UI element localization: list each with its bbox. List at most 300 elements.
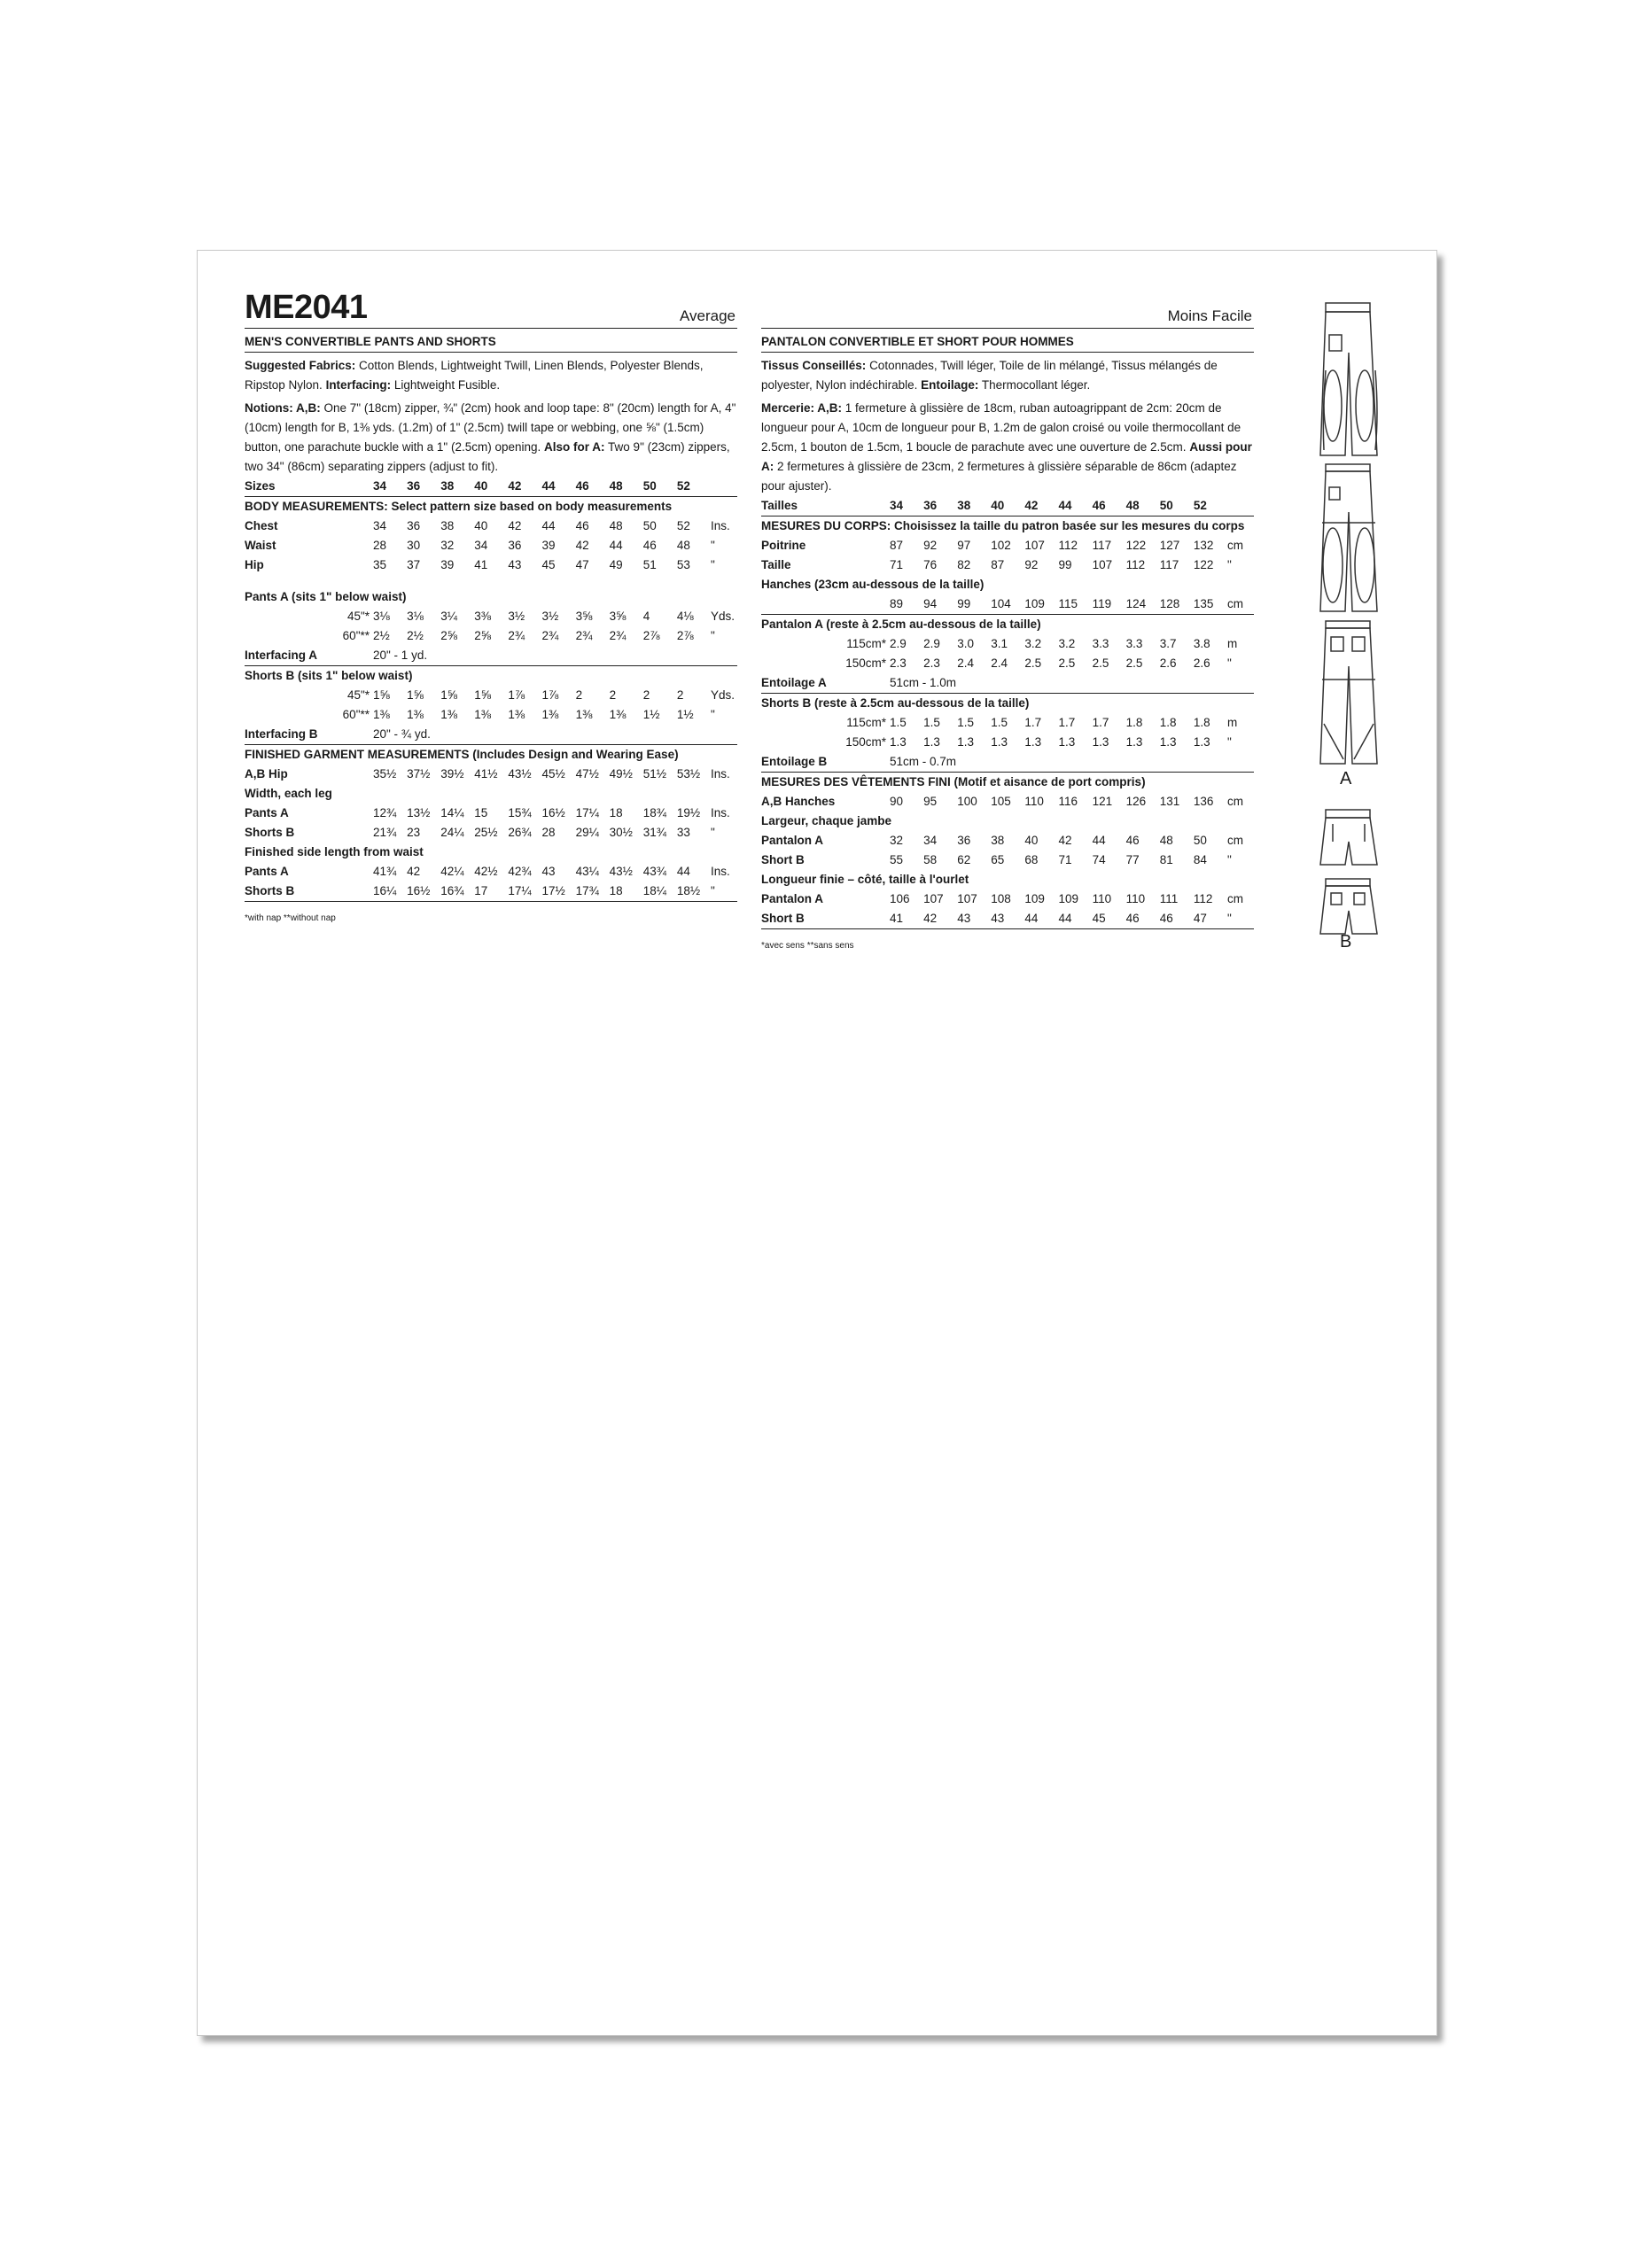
table-cell: MESURES DES VÊTEMENTS FINI (Motif et aisance de port compris) bbox=[761, 775, 1146, 788]
table-row bbox=[761, 870, 1254, 889]
table-cell: 44 bbox=[1024, 909, 1058, 929]
table-cell: 16½ bbox=[407, 882, 440, 902]
pants-a-back-icon bbox=[1313, 461, 1384, 616]
table-cell: 1.5 bbox=[957, 716, 974, 729]
table-cell: 2⅝ bbox=[474, 629, 492, 642]
table-cell: 31¾ bbox=[642, 826, 667, 839]
table-cell: 1.3 bbox=[923, 735, 940, 749]
table-cell: Largeur, chaque jambe bbox=[761, 814, 892, 827]
table-cell: 2.6 bbox=[1159, 656, 1177, 670]
table-row bbox=[761, 673, 1254, 694]
fabrics-label: Suggested Fabrics: bbox=[245, 359, 356, 372]
table-cell: 150cm* bbox=[845, 735, 886, 749]
table-cell: 36 bbox=[508, 539, 522, 552]
table-cell: 39 bbox=[440, 558, 455, 571]
table-cell: 1⅜ bbox=[609, 708, 627, 721]
table-cell: 28 bbox=[541, 826, 556, 839]
table-cell: Pantalon A bbox=[761, 834, 824, 847]
table-row bbox=[245, 784, 737, 804]
table-cell: 1.3 bbox=[1024, 735, 1042, 749]
table-cell: 60"** bbox=[342, 708, 370, 721]
table-row bbox=[761, 792, 1254, 812]
table-cell: 65 bbox=[991, 853, 1005, 866]
table-cell: 132 bbox=[1193, 539, 1214, 552]
table-cell: 42¾ bbox=[508, 865, 532, 878]
table-row bbox=[761, 555, 1254, 575]
table-cell: 44 bbox=[541, 519, 556, 532]
table-cell: BODY MEASUREMENTS: Select pattern size based on body measurements bbox=[245, 500, 673, 513]
table-cell: 36 bbox=[957, 834, 971, 847]
table-cell: 46 bbox=[576, 477, 610, 497]
table-cell: " bbox=[711, 539, 715, 552]
table-cell: 41 bbox=[474, 558, 488, 571]
table-cell: 38 bbox=[440, 477, 474, 497]
table-cell: 2.9 bbox=[923, 637, 940, 650]
table-cell: 3.1 bbox=[991, 637, 1008, 650]
also-text: Two 9" (23cm) zippers, two 34" (86cm) separating zippers (adjust to fit). bbox=[245, 440, 730, 473]
table-cell: Short B bbox=[761, 853, 805, 866]
table-cell: 16½ bbox=[541, 806, 565, 819]
fabrics-text: Cotton Blends, Lightweight Twill, Linen Blends, Polyester Blends, Ripstop Nylon. bbox=[245, 359, 704, 392]
table-cell: 3.3 bbox=[1092, 637, 1109, 650]
table-cell: 116 bbox=[1058, 795, 1078, 808]
table-cell: Pants A (sits 1" below waist) bbox=[245, 590, 407, 603]
pattern-number: ME2041 bbox=[245, 289, 368, 326]
table-cell: " bbox=[711, 629, 715, 642]
table-cell bbox=[711, 477, 737, 497]
table-cell: 34 bbox=[373, 477, 407, 497]
table-cell: 2.3 bbox=[923, 656, 940, 670]
table-row bbox=[761, 594, 1254, 615]
table-row bbox=[761, 889, 1254, 909]
table-cell: 2¾ bbox=[609, 629, 627, 642]
table-cell: 1.3 bbox=[890, 735, 907, 749]
table-cell: 90 bbox=[890, 795, 904, 808]
table-row bbox=[761, 496, 1254, 517]
table-cell: 40 bbox=[474, 519, 488, 532]
table-cell: 3⅝ bbox=[609, 610, 627, 623]
table-cell: 1.3 bbox=[1159, 735, 1177, 749]
table-row bbox=[761, 831, 1254, 850]
table-cell: 115cm* bbox=[846, 716, 886, 729]
table-cell: 117 bbox=[1092, 539, 1112, 552]
table-cell: 46 bbox=[1160, 909, 1194, 929]
table-cell: 1.3 bbox=[1092, 735, 1109, 749]
table-cell: 42 bbox=[575, 539, 589, 552]
table-cell: Width, each leg bbox=[245, 787, 332, 800]
table-cell: 2 bbox=[609, 688, 617, 702]
table-cell: 1.8 bbox=[1125, 716, 1143, 729]
shorts-illustrations bbox=[1313, 806, 1384, 939]
table-cell: Pantalon A bbox=[761, 892, 824, 905]
table-cell: 42½ bbox=[474, 865, 498, 878]
table-cell: 43½ bbox=[609, 865, 633, 878]
table-cell: 28 bbox=[373, 539, 387, 552]
table-cell: 128 bbox=[1160, 594, 1194, 615]
table-cell: 25½ bbox=[474, 826, 498, 839]
table-cell: 111 bbox=[1159, 892, 1179, 905]
table-cell: 1⅜ bbox=[541, 708, 559, 721]
table-row bbox=[761, 575, 1254, 594]
table-cell: 23 bbox=[407, 826, 421, 839]
table-cell: 94 bbox=[923, 594, 957, 615]
table-cell: 16¾ bbox=[440, 882, 474, 902]
english-size-table bbox=[245, 477, 737, 902]
table-cell: 1⅜ bbox=[373, 708, 390, 721]
table-cell: FINISHED GARMENT MEASUREMENTS (Includes Design and Wearing Ease) bbox=[245, 748, 679, 761]
table-cell: 43 bbox=[541, 865, 556, 878]
table-cell: MESURES DU CORPS: Choisissez la taille du patron basée sur les mesures du corps bbox=[761, 519, 1245, 532]
table-cell: 40 bbox=[991, 496, 1024, 517]
english-footnote: *with nap **without nap bbox=[245, 913, 336, 923]
table-cell: 32 bbox=[890, 834, 904, 847]
table-cell: 1⅞ bbox=[541, 688, 559, 702]
table-cell: 124 bbox=[1126, 594, 1160, 615]
table-cell: 104 bbox=[991, 594, 1024, 615]
table-cell: 12¾ bbox=[373, 806, 397, 819]
table-cell: 36 bbox=[923, 496, 957, 517]
table-cell: 3.3 bbox=[1125, 637, 1143, 650]
table-cell: 34 bbox=[373, 519, 387, 532]
table-cell: 42 bbox=[1024, 496, 1058, 517]
table-cell: 82 bbox=[957, 558, 971, 571]
table-cell: 42 bbox=[1058, 834, 1072, 847]
table-cell: 2.4 bbox=[991, 656, 1008, 670]
french-size-table bbox=[761, 496, 1254, 929]
table-cell: Shorts B (sits 1" below waist) bbox=[245, 669, 413, 682]
table-cell: 37½ bbox=[407, 767, 431, 781]
table-row bbox=[761, 634, 1254, 654]
table-cell: 18¼ bbox=[643, 882, 677, 902]
table-cell: 38 bbox=[991, 834, 1005, 847]
table-cell: 119 bbox=[1093, 594, 1126, 615]
table-cell: Longueur finie – côté, taille à l'ourlet bbox=[761, 873, 969, 886]
table-cell: 1⅝ bbox=[373, 688, 390, 702]
table-cell: 46 bbox=[1125, 834, 1140, 847]
table-cell: Yds. bbox=[711, 610, 735, 623]
table-cell: 53½ bbox=[676, 767, 701, 781]
table-row bbox=[761, 654, 1254, 673]
table-cell: Short B bbox=[761, 909, 890, 929]
table-cell: 45½ bbox=[541, 767, 565, 781]
table-cell: 71 bbox=[1058, 853, 1072, 866]
table-cell: 3.0 bbox=[957, 637, 974, 650]
table-cell: " bbox=[1227, 909, 1254, 929]
table-cell: 48 bbox=[1126, 496, 1160, 517]
table-cell: 107 bbox=[923, 892, 944, 905]
table-cell: 2⅝ bbox=[440, 629, 457, 642]
table-cell: 87 bbox=[991, 558, 1005, 571]
table-cell: 43½ bbox=[508, 767, 532, 781]
table-cell: 15¾ bbox=[508, 806, 532, 819]
table-cell: 92 bbox=[1024, 558, 1039, 571]
table-cell: 112 bbox=[1125, 558, 1146, 571]
table-cell: 43¾ bbox=[642, 865, 667, 878]
table-row bbox=[245, 843, 737, 862]
table-cell: 47½ bbox=[575, 767, 599, 781]
table-cell: Waist bbox=[245, 539, 276, 552]
garment-illustrations bbox=[1313, 299, 1384, 768]
table-cell: 17 bbox=[474, 882, 508, 902]
table-row bbox=[245, 686, 737, 705]
table-row bbox=[761, 615, 1254, 635]
table-cell: 40 bbox=[1024, 834, 1039, 847]
table-cell: " bbox=[1227, 735, 1232, 749]
table-cell: 1.3 bbox=[1125, 735, 1143, 749]
table-row bbox=[245, 497, 737, 517]
interfacing-label-fr: Entoilage: bbox=[921, 378, 979, 392]
table-cell: 2½ bbox=[373, 629, 390, 642]
table-cell: 2.3 bbox=[890, 656, 907, 670]
table-cell: 1.7 bbox=[1092, 716, 1109, 729]
table-cell: 1½ bbox=[676, 708, 694, 721]
table-cell: 52 bbox=[676, 519, 690, 532]
table-cell: 1.3 bbox=[957, 735, 974, 749]
also-label: Also for A: bbox=[544, 440, 605, 454]
table-cell: 36 bbox=[407, 519, 421, 532]
table-cell: 105 bbox=[991, 795, 1011, 808]
notions-label-fr: Mercerie: A,B: bbox=[761, 401, 843, 415]
table-cell: 40 bbox=[474, 477, 508, 497]
notions-paragraph-fr bbox=[761, 399, 1254, 496]
table-cell: 89 bbox=[890, 594, 923, 615]
table-cell: 106 bbox=[890, 892, 910, 905]
table-cell: 2.6 bbox=[1193, 656, 1210, 670]
table-cell: 58 bbox=[923, 853, 938, 866]
table-cell: 1.5 bbox=[923, 716, 940, 729]
fabrics-paragraph-fr bbox=[761, 356, 1254, 395]
table-cell: 38 bbox=[957, 496, 991, 517]
table-cell: 48 bbox=[610, 477, 643, 497]
table-cell: 2.5 bbox=[1058, 656, 1076, 670]
also-text-fr: 2 fermetures à glissière de 23cm, 2 fermetures à glissière séparable de 86cm (adaptez pour ajuster). bbox=[761, 460, 1237, 493]
table-cell: Finished side length from waist bbox=[245, 845, 424, 858]
fabrics-text-fr: Cotonnades, Twill léger, Toile de lin mélangé, Tissus mélangés de polyester, Nylon indéchirable. bbox=[761, 359, 1218, 392]
table-cell: 50 bbox=[643, 477, 677, 497]
table-cell: 44 bbox=[609, 539, 623, 552]
difficulty-level-fr: Moins Facile bbox=[1167, 307, 1252, 324]
table-row bbox=[245, 745, 737, 765]
table-cell: 41¾ bbox=[373, 865, 397, 878]
table-cell: 115 bbox=[1058, 594, 1092, 615]
table-cell: 115cm* bbox=[846, 637, 886, 650]
interfacing-text-fr: Thermocollant léger. bbox=[981, 378, 1091, 392]
table-cell: 1.7 bbox=[1024, 716, 1042, 729]
table-cell: 35 bbox=[373, 558, 387, 571]
interfacing-label: Interfacing: bbox=[325, 378, 392, 392]
table-row bbox=[245, 666, 737, 687]
table-cell: 3¼ bbox=[440, 610, 457, 623]
french-title: PANTALON CONVERTIBLE ET SHORT POUR HOMMES bbox=[761, 329, 1254, 353]
table-cell: 46 bbox=[1126, 909, 1160, 929]
table-cell: 43 bbox=[991, 909, 1024, 929]
table-cell: 51cm - 1.0m bbox=[890, 673, 1254, 694]
table-cell: Pants A bbox=[245, 806, 289, 819]
difficulty-level: Average bbox=[679, 307, 735, 324]
table-cell: 45"* bbox=[346, 610, 370, 623]
table-cell: 117 bbox=[1159, 558, 1179, 571]
table-cell: " bbox=[711, 708, 715, 721]
table-cell: 135 bbox=[1194, 594, 1227, 615]
table-cell: 1.3 bbox=[1058, 735, 1076, 749]
table-cell: 51 bbox=[642, 558, 657, 571]
table-cell: 16¼ bbox=[373, 882, 407, 902]
table-cell: Sizes bbox=[245, 477, 373, 497]
table-cell: 2.5 bbox=[1092, 656, 1109, 670]
table-row bbox=[761, 752, 1254, 773]
table-cell: 4⅛ bbox=[676, 610, 694, 623]
table-row bbox=[761, 909, 1254, 929]
table-cell: 1⅝ bbox=[407, 688, 424, 702]
table-cell: 42 bbox=[508, 477, 541, 497]
table-cell: Poitrine bbox=[761, 539, 806, 552]
table-cell: 47 bbox=[1194, 909, 1227, 929]
figure-label-a: A bbox=[1340, 769, 1352, 788]
table-cell: Yds. bbox=[711, 688, 735, 702]
table-cell: 150cm* bbox=[845, 656, 886, 670]
table-cell: 1.7 bbox=[1058, 716, 1076, 729]
table-cell: 1.3 bbox=[991, 735, 1008, 749]
table-cell: 34 bbox=[474, 539, 488, 552]
table-row bbox=[245, 517, 737, 536]
table-cell: 95 bbox=[923, 795, 938, 808]
table-cell: 39½ bbox=[440, 767, 464, 781]
table-row bbox=[761, 517, 1254, 537]
table-cell: 3½ bbox=[508, 610, 525, 623]
table-cell: 1⅜ bbox=[474, 708, 492, 721]
notions-text: One 7" (18cm) zipper, ¾" (2cm) hook and loop tape: 8" (20cm) length for A, 4" (10cm) length for B, 1⅜ yds. (1.2m) of 1" (2.5cm) twill tape or webbing, one ⅝" (1.5cm) button, one parachute buckle with a 1" (2.5cm) opening. bbox=[245, 401, 736, 454]
table-cell: 100 bbox=[957, 795, 977, 808]
table-cell: 2¾ bbox=[541, 629, 559, 642]
table-cell: 74 bbox=[1092, 853, 1106, 866]
table-row bbox=[761, 536, 1254, 555]
table-cell: 3.8 bbox=[1193, 637, 1210, 650]
table-cell: 2 bbox=[676, 688, 684, 702]
table-cell: 110 bbox=[1092, 892, 1112, 905]
table-cell: Interfacing B bbox=[245, 725, 373, 745]
table-cell: 17¼ bbox=[575, 806, 599, 819]
table-cell: 30 bbox=[407, 539, 421, 552]
table-cell: Shorts B bbox=[245, 826, 295, 839]
table-cell: 110 bbox=[1024, 795, 1044, 808]
table-cell: 3½ bbox=[541, 610, 559, 623]
table-row bbox=[245, 587, 737, 607]
table-cell: cm bbox=[1227, 834, 1243, 847]
table-cell: 39 bbox=[541, 539, 556, 552]
table-cell: " bbox=[1227, 853, 1232, 866]
table-row bbox=[761, 713, 1254, 733]
table-cell: 43¼ bbox=[575, 865, 599, 878]
notions-label: Notions: A,B: bbox=[245, 401, 321, 415]
pants-a-front-icon bbox=[1313, 299, 1384, 459]
table-cell: 49½ bbox=[609, 767, 633, 781]
table-cell: 122 bbox=[1125, 539, 1147, 552]
table-cell: 3⅛ bbox=[407, 610, 424, 623]
table-row bbox=[245, 823, 737, 843]
table-cell: 1.3 bbox=[1193, 735, 1210, 749]
table-cell: 33 bbox=[676, 826, 690, 839]
table-cell: 29¼ bbox=[575, 826, 599, 839]
table-cell: 50 bbox=[1193, 834, 1207, 847]
table-cell: m bbox=[1227, 637, 1238, 650]
table-cell: 34 bbox=[890, 496, 923, 517]
english-header bbox=[245, 301, 737, 329]
table-cell: Shorts B (reste à 2.5cm au-dessous de la taille) bbox=[761, 696, 1030, 710]
table-row bbox=[245, 575, 737, 587]
table-row bbox=[245, 705, 737, 725]
table-cell: 24¼ bbox=[440, 826, 464, 839]
notions-text-fr: 1 fermeture à glissière de 18cm, ruban autoagrippant de 2cm: 20cm de longueur pour A, 10cm de longueur pour B, 1.2m de galon croisé ou voile thermocollant de 2.5cm, 1 bouton de 1.5cm, 1 boucle de parachute avec une ouverture de 2.5cm. bbox=[761, 401, 1241, 454]
table-cell: 13½ bbox=[407, 806, 431, 819]
table-cell: 60"** bbox=[342, 629, 370, 642]
french-column bbox=[761, 301, 1254, 956]
table-cell: Hanches (23cm au-dessous de la taille) bbox=[761, 578, 985, 591]
table-row bbox=[761, 694, 1254, 714]
table-row bbox=[761, 850, 1254, 870]
table-cell: m bbox=[1227, 716, 1238, 729]
table-cell: cm bbox=[1227, 795, 1243, 808]
table-cell: 49 bbox=[609, 558, 623, 571]
table-cell: 46 bbox=[575, 519, 589, 532]
table-cell: " bbox=[1227, 656, 1232, 670]
table-cell: 1.8 bbox=[1193, 716, 1210, 729]
table-cell: 21¾ bbox=[373, 826, 397, 839]
table-cell: 52 bbox=[677, 477, 711, 497]
table-cell: Ins. bbox=[711, 519, 730, 532]
table-cell: 2¾ bbox=[575, 629, 593, 642]
table-cell: 51cm - 0.7m bbox=[890, 752, 1254, 773]
table-cell: 18 bbox=[610, 882, 643, 902]
table-row bbox=[245, 725, 737, 745]
table-cell: Entoilage A bbox=[761, 673, 890, 694]
table-cell: 71 bbox=[890, 558, 904, 571]
table-cell: 87 bbox=[890, 539, 904, 552]
table-cell: 42¼ bbox=[440, 865, 464, 878]
english-title: MEN'S CONVERTIBLE PANTS AND SHORTS bbox=[245, 329, 737, 353]
fabrics-paragraph bbox=[245, 356, 737, 395]
table-cell: cm bbox=[1227, 539, 1243, 552]
table-cell: Ins. bbox=[711, 865, 730, 878]
table-cell: cm bbox=[1227, 594, 1254, 615]
table-cell: 1⅜ bbox=[407, 708, 424, 721]
table-cell: 17¾ bbox=[576, 882, 610, 902]
table-cell: 45"* bbox=[346, 688, 370, 702]
table-cell bbox=[1227, 496, 1254, 517]
table-cell: 53 bbox=[676, 558, 690, 571]
table-cell: 17½ bbox=[541, 882, 575, 902]
table-cell: A,B Hanches bbox=[761, 795, 836, 808]
table-cell: 1.5 bbox=[890, 716, 907, 729]
table-cell: 99 bbox=[957, 594, 991, 615]
table-cell: 50 bbox=[1160, 496, 1194, 517]
table-cell: 2.5 bbox=[1125, 656, 1143, 670]
table-cell: 84 bbox=[1193, 853, 1207, 866]
table-cell: Hip bbox=[245, 558, 264, 571]
table-cell: 2 bbox=[642, 688, 650, 702]
table-cell: cm bbox=[1227, 892, 1243, 905]
table-cell: 1½ bbox=[642, 708, 660, 721]
table-cell: 1⅜ bbox=[440, 708, 457, 721]
table-cell: Tailles bbox=[761, 496, 890, 517]
table-cell: 102 bbox=[991, 539, 1011, 552]
table-cell: 32 bbox=[440, 539, 455, 552]
table-cell: 41½ bbox=[474, 767, 498, 781]
table-cell: 131 bbox=[1159, 795, 1180, 808]
table-cell: 3.2 bbox=[1024, 637, 1042, 650]
table-cell: 19½ bbox=[676, 806, 701, 819]
table-cell: 3⅛ bbox=[373, 610, 390, 623]
table-cell: 1.5 bbox=[991, 716, 1008, 729]
